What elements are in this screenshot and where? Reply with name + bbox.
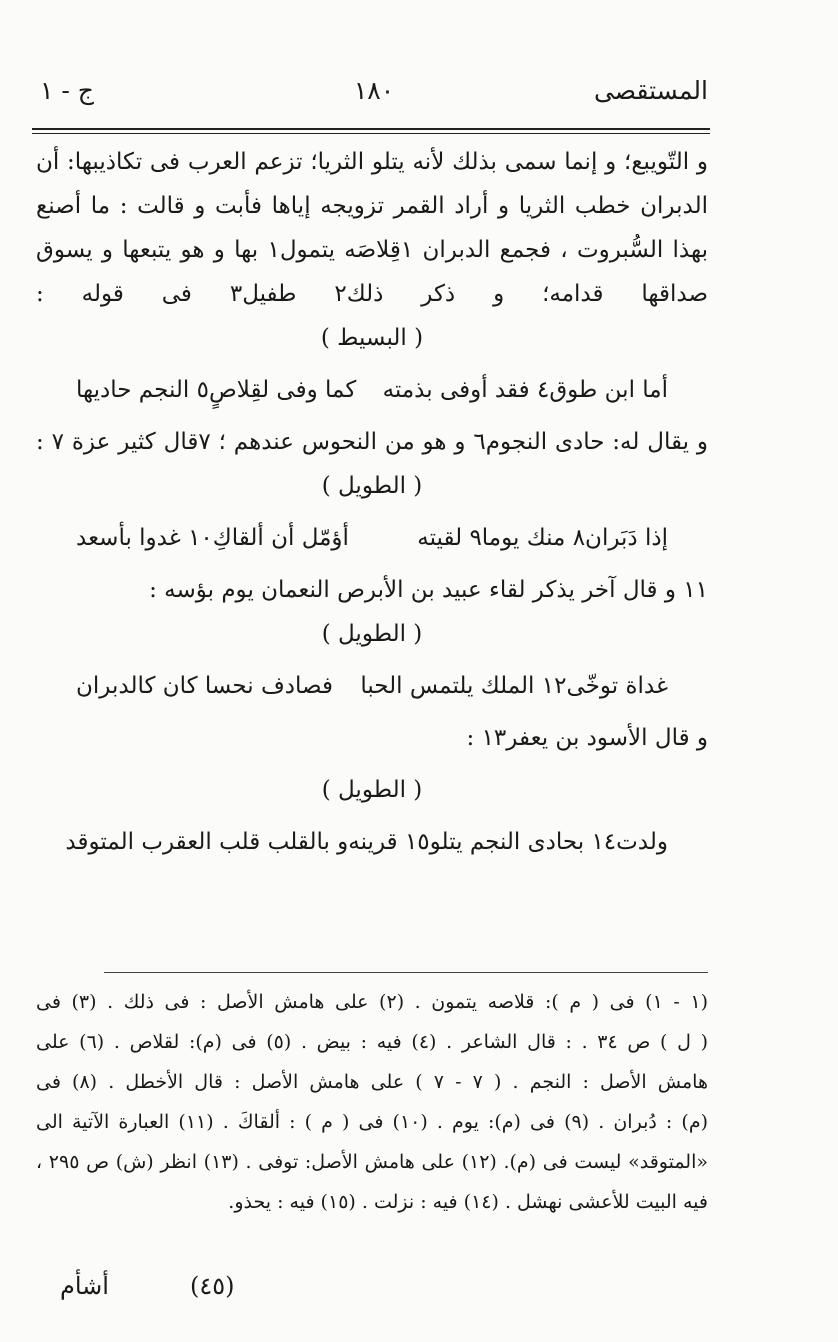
footnotes [36,982,708,1222]
text-line: و قال الأسود بن يعفر١٣ : [466,725,708,751]
verse-first-hemistich: أما ابن طوق٤ فقد أوفى بذمته [382,377,668,403]
verse-second-hemistich: و بالقلب قلب العقرب المتوقد [65,829,349,855]
verse-second-hemistich: كما وفى لقِلاصٍ٥ النجم حاديها [76,377,357,403]
catchword: أشأم [60,1272,109,1300]
footnote-line: هامش الأصل : النجم . ( ٧ - ٧ ) على هامش الأصل : قال الأخطل . (٨) فى [36,1071,708,1093]
verse [36,820,708,864]
footnote-line: ( ل ) ص ٣٤ . : قال الشاعر . (٤) فيه : بيض . (٥) فى (م): لقلاص . (٦) على [36,1031,708,1053]
text-line: ١١ و قال آخر يذكر لقاء عبيد بن الأبرص النعمان يوم بؤسه : [149,577,708,603]
text-line: و يقال له: حادى النجوم٦ و هو من النحوس عندهم ؛ ٧قال كثير عزة ٧ : [36,429,708,455]
verse-first-hemistich: ولدت١٤ بحادى النجم يتلو١٥ قرينه [348,829,668,855]
book-title: المستقصى [593,76,708,105]
text-line: الدبران خطب الثريا و أراد القمر تزويجه إياها فأبت و قالت : ما أصنع [36,193,708,219]
footnote-line: فيه البيت للأعشى نهشل . (١٤) فيه : نزلت . (١٥) فيه : يحذو. [228,1191,708,1213]
signature-number: (٤٥) [190,1272,235,1300]
volume-label: ج - ١ [40,76,94,105]
running-header [40,76,708,116]
text-line: بهذا السُّبروت ، فجمع الدبران ١قِلاصَه يتمول١ بها و هو يتبعها و يسوق [36,237,708,263]
header-rule [32,128,710,130]
verse [36,664,708,708]
header-rule-thin [32,133,710,134]
verse-first-hemistich: غداة توخّى١٢ الملك يلتمس الحبا [360,673,668,699]
footnote-line: (م) : دُبران . (٩) فى (م): يوم . (١٠) فى ( م ) : ألقاكَ . (١١) العبارة الآتية الى [36,1111,708,1133]
page-number: ١٨٠ [353,76,395,105]
footnote-line: (١ - ١) فى ( م ): قلاصه يتمون . (٢) على هامش الأصل : فى ذلك . (٣) فى [36,991,708,1013]
verse [36,368,708,412]
verse-second-hemistich: فصادف نحسا كان كالدبران [76,673,333,699]
verse-first-hemistich: إذا دَبَران٨ منك يوما٩ لقيته [417,525,668,551]
page-footer [40,1272,708,1312]
meter-label: ( البسيط ) [320,325,424,351]
text-line: صداقها قدامه؛ و ذكر ذلك٢ طفيل٣ فى قوله : [36,281,708,307]
meter-label: ( الطويل ) [321,777,423,803]
meter-label: ( الطويل ) [321,473,423,499]
main-text [36,140,708,864]
text-line: و التّويبع؛ و إنما سمى بذلك لأنه يتلو الثريا؛ تزعم العرب فى تكاذيبها: أن [36,149,708,175]
footnote-line: «المتوقد» ليست فى (م). (١٢) على هامش الأصل: توفى . (١٣) انظر (ش) ص ٢٩٥ ، [36,1151,708,1173]
meter-label: ( الطويل ) [321,621,423,647]
footnote-rule [104,972,708,973]
verse-second-hemistich: أؤمّل أن ألقاكِ١٠ غدوا بأسعد [76,525,349,551]
verse [36,516,708,560]
